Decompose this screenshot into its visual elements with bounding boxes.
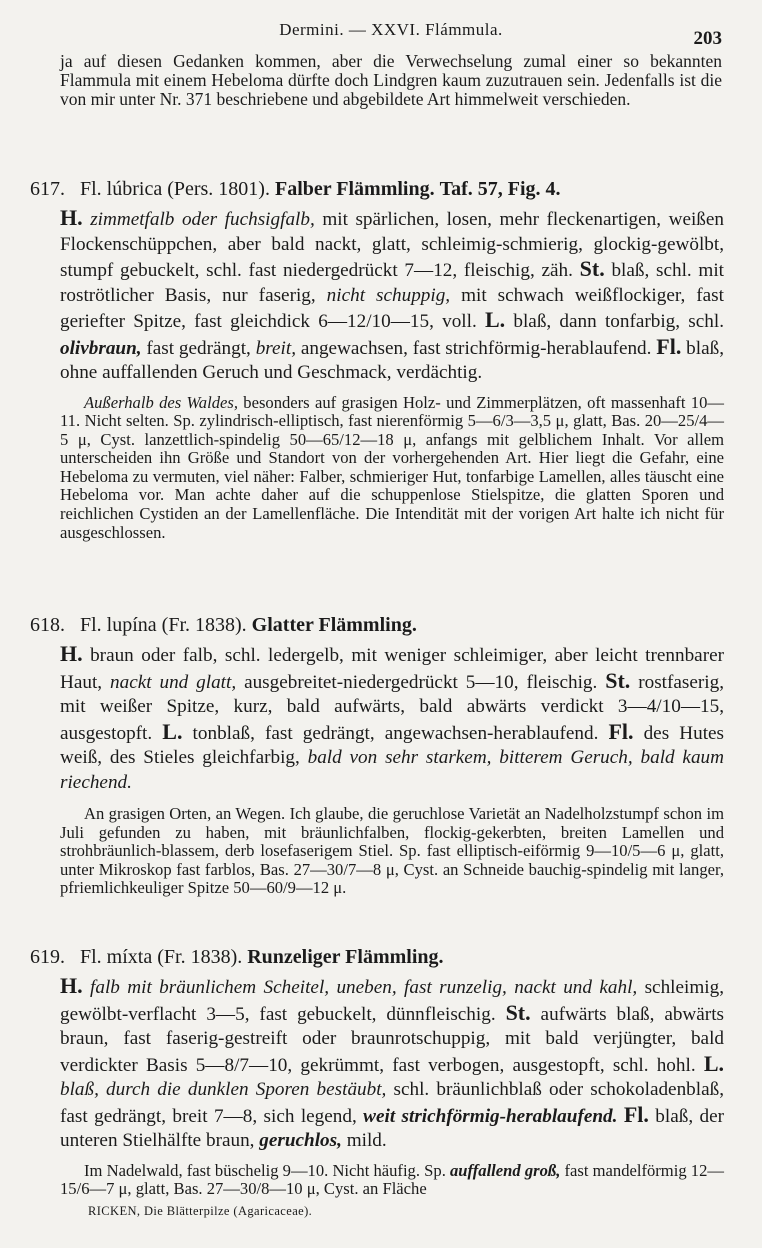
fleisch-text: blaß, ohne auffallenden Geruch und Geschmack, verdächtig. [60, 337, 724, 383]
intro-paragraph: ja auf diesen Gedanken kommen, aber die Verwechselung zumal einer so bekannten Flammula mit einem Hebeloma dürfte doch Lindgren kaum zuzutrauen sein. Jedenfalls ist die von mir unter Nr. 371 beschriebene und abgebildete Art himmelweit verschieden. [60, 51, 722, 109]
lamellen-text: blaß, dann tonfarbig, schl. [505, 311, 724, 332]
stiel-italic: nicht schuppig, [326, 284, 451, 306]
lamellen-label: L. [162, 718, 183, 744]
lamellen-label: L. [484, 307, 506, 332]
entry-heading [30, 944, 724, 970]
lamellen-label: L. [703, 1050, 724, 1076]
page-number: 203 [693, 28, 722, 49]
hut-italic: falb mit bräunlichem Scheitel, uneben, fast runzelig, nackt und kahl, [90, 977, 638, 998]
lamellen-italic: olivbraun, [60, 337, 142, 359]
fleisch-italic: bald von sehr starkem, bitterem Geruch, bald kaum riechend. [60, 747, 724, 793]
common-name: Runzeliger Flämmling. [247, 946, 444, 968]
running-title: Dermini. — XXVI. Flámmula. [279, 20, 503, 39]
fleisch-label: Fl. [608, 718, 634, 744]
habitat-note [60, 805, 724, 898]
hut-text: mit spärlichen, losen, mehr fleckenartigen, weißen Flockenschüppchen, aber bald nackt, glatt, schleimig-schmierig, glockig-gewölbt, stumpf gebuckelt, schl. fast niedergedrückt 7—12, fleischig, zäh. [60, 209, 725, 281]
entry-number: 619. [30, 946, 65, 968]
footer-signature: RICKEN, Die Blätterpilze (Agaricaceae). [88, 1204, 313, 1218]
note-text: besonders auf grasigen Holz- und Zimmerplätzen, oft massenhaft 10—11. Nicht selten. Sp. zylindrisch-elliptisch, fast nierenförmig 5—6/3—3,5 μ, glatt, Bas. 20—25/4—5 μ, Cyst. lanzettlich-spindelig 50—65/12—18 μ, anfangs mit gelblichem Inhalt. Vor allem unterscheiden ihn Größe und Standort von der vorhergehenden Art. Hier liegt die Gefahr, eine Hebeloma zu vermuten, viel näher: Falber, schmieriger Hut, tonfarbige Lamellen, alles täuscht eine Hebeloma vor. Man achte daher auf die schuppenlose Stielspitze, die glatten Sporen und reichlichen Cystiden an der Lamellenfläche. Die Intendität mit der vorigen Art halte ich nicht für ausgeschlossen. [60, 392, 724, 542]
stiel-text-2: mit schwach weißflockiger, fast geriefter Spitze, fast gleichdick 6—12/10—15, voll. [60, 284, 724, 332]
hut-text: braun oder falb, schl. ledergelb, mit weniger schleimiger, aber leicht trennbarer Haut, [60, 645, 724, 693]
hut-italic: zimmetfalb oder fuchsigfalb, [90, 209, 315, 230]
stiel-text: blaß, schl. mit roströtlicher Basis, nur faserig, [60, 260, 725, 306]
entry-618 [30, 612, 724, 898]
fleisch-italic: geruchlos, [259, 1130, 342, 1151]
lamellen-italic-2: breit, [255, 337, 297, 359]
fleisch-label: Fl. [623, 1101, 649, 1127]
hut-label: H. [60, 973, 83, 998]
hut-label: H. [60, 641, 83, 666]
plate-reference: Taf. 57, Fig. 4. [439, 178, 561, 200]
note-text-2: fast mandelförmig 12—15/6—7 μ, glatt, Bas. 27—30/8—10 μ, Cyst. an Fläche [60, 1160, 724, 1199]
hut-text: schleimig, gewölbt-verflacht 3—5, fast gebuckelt, dünnfleischig. [60, 977, 724, 1025]
habitat-note [60, 394, 724, 543]
lamellen-italic-2: weit strichförmig-herablaufend. [363, 1105, 618, 1127]
note-text: Im Nadelwald, fast büschelig 9—10. Nicht häufig. Sp. [84, 1160, 450, 1180]
note-italic: Außerhalb des Waldes, [84, 392, 238, 412]
note-italic: auffallend groß, [450, 1160, 561, 1180]
entry-617 [30, 176, 724, 542]
species-name: Fl. míxta (Fr. 1838). [80, 946, 243, 968]
stiel-text: aufwärts blaß, abwärts braun, fast faserig-gestreift oder braunrotschuppig, mit bald verjüngter, bald verdickter Basis 5—8/7—10, gekrümmt, fast verbogen, ausgestopft, schl. hohl. [60, 1003, 724, 1076]
entry-number: 618. [30, 614, 65, 636]
lamellen-text: tonblaß, fast gedrängt, angewachsen-herablaufend. [182, 722, 609, 744]
hut-italic: nackt und glatt, [110, 671, 237, 693]
common-name: Falber Flämmling. [274, 178, 435, 200]
species-name: Fl. lúbrica (Pers. 1801). [80, 178, 270, 200]
hut-label: H. [60, 205, 83, 230]
entry-heading [30, 176, 724, 202]
fleisch-text-2: mild. [341, 1130, 387, 1151]
species-name: Fl. lupína (Fr. 1838). [80, 614, 247, 636]
description-paragraph [60, 642, 724, 795]
entry-number: 617. [30, 178, 65, 200]
fleisch-text: blaß, der unteren Stielhälfte braun, [60, 1105, 725, 1151]
description-paragraph [60, 974, 724, 1154]
page-header [60, 8, 722, 48]
habitat-note [60, 1162, 724, 1199]
lamellen-text-2: fast gedrängt, [141, 337, 256, 359]
fleisch-text: des Hutes weiß, des Stieles gleichfarbig, [60, 722, 725, 768]
fleisch-label: Fl. [656, 333, 682, 359]
note-text: An grasigen Orten, an Wegen. Ich glaube, die geruchlose Varietät an Nadelholzstumpf schon im Juli gefunden zu haben, mit bräunlichfalben, flockig-gekerbten, breiten Lamellen und strohbräunlich-blassem, derb losefaserigem Stiel. Sp. fast elliptisch-eiförmig 9—10/5—6 μ, glatt, unter Mikroskop fast farblos, Bas. 27—30/7—8 μ, Cyst. an Schneide bauchig-spindelig mit langer, pfriemlichkeuliger Spitze 50—60/9—12 μ. [60, 804, 724, 898]
lamellen-italic: blaß, durch die dunklen Sporen bestäubt, [60, 1079, 387, 1100]
lamellen-text: schl. bräunlichblaß oder schokoladenblaß, fast gedrängt, breit 7—8, sich legend, [60, 1079, 724, 1127]
entry-heading [30, 612, 724, 638]
stiel-label: St. [605, 667, 631, 693]
entry-619 [30, 944, 724, 1199]
stiel-label: St. [505, 999, 531, 1025]
stiel-text: rostfaserig, mit weißer Spitze, kurz, bald aufwärts, bald abwärts verdickt 3—4/10—15, ausgestopft. [60, 671, 724, 744]
lamellen-text-3: angewachsen, fast strichförmig-herablaufend. [296, 337, 657, 359]
stiel-label: St. [579, 256, 605, 281]
description-paragraph [60, 206, 724, 386]
common-name: Glatter Flämmling. [251, 614, 417, 636]
hut-text-2: ausgebreitet-niedergedrückt 5—10, fleischig. [236, 671, 606, 693]
